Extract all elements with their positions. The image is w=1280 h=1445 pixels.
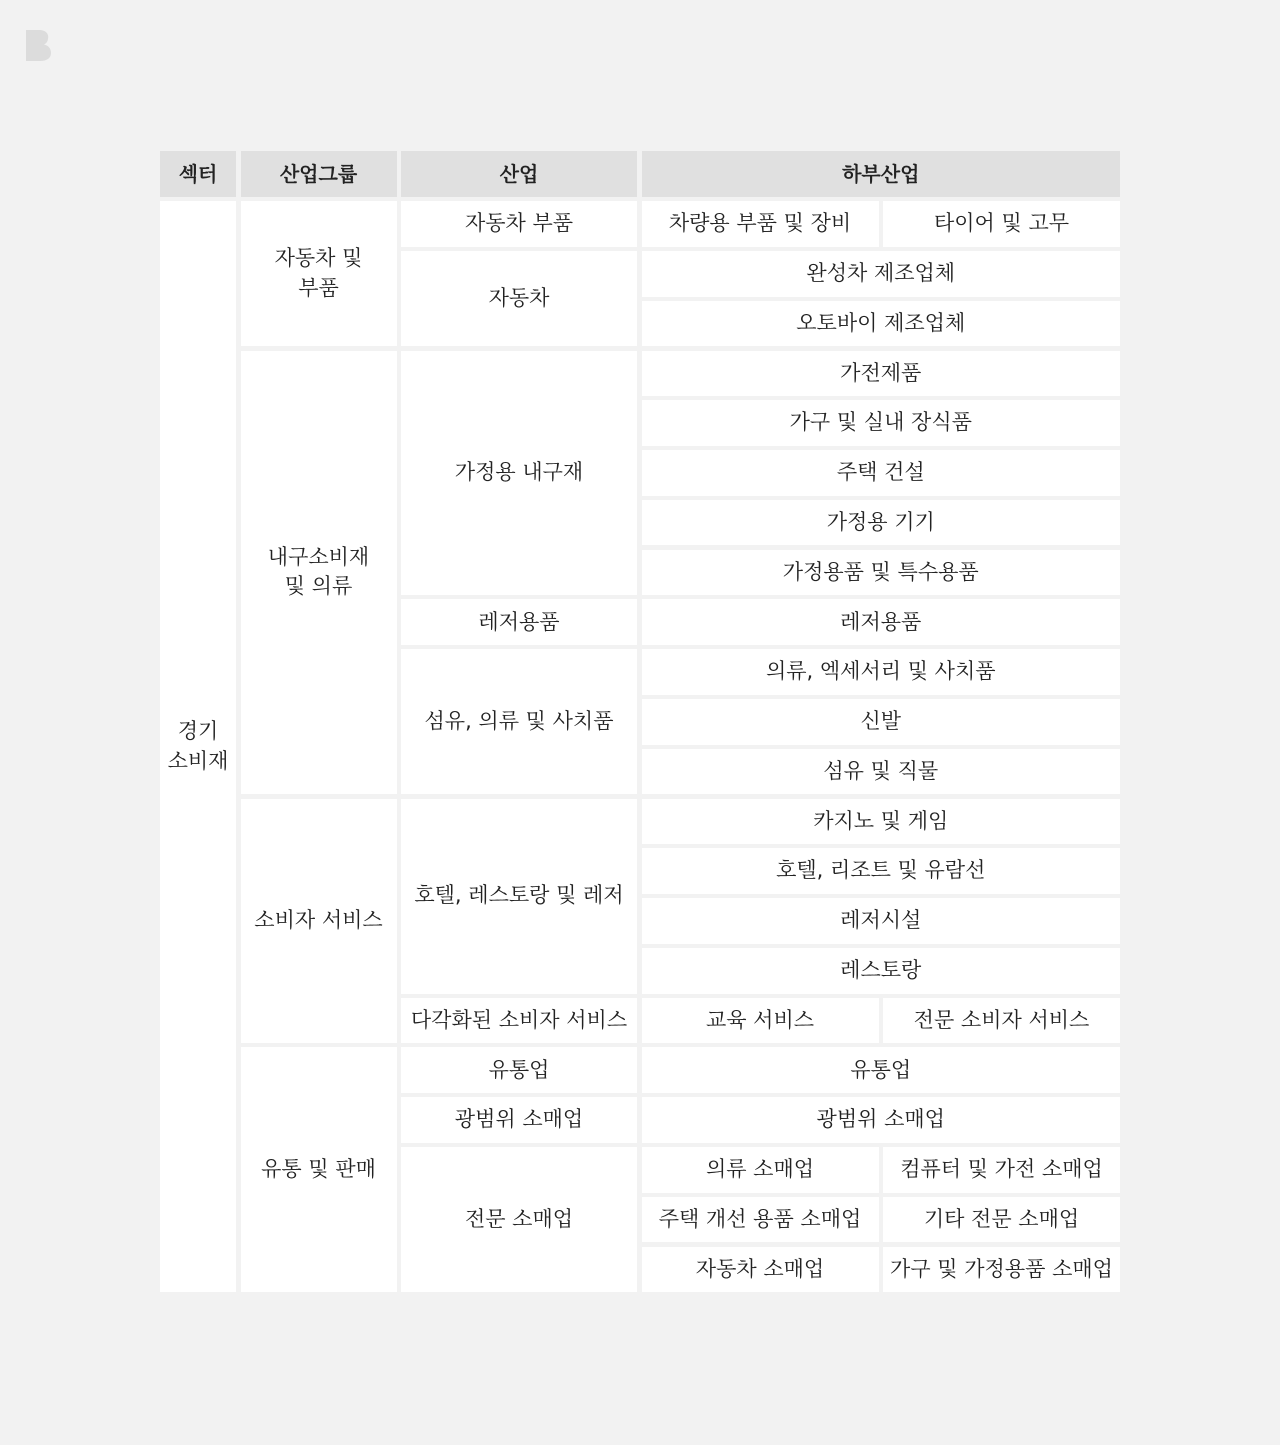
industry-cell: 섬유, 의류 및 사치품	[401, 649, 637, 794]
sub-industry-cell: 주택 건설	[642, 450, 1121, 496]
sub-industry-cell: 호텔, 리조트 및 유람선	[642, 848, 1121, 894]
sub-industry-cell: 유통업	[642, 1047, 1121, 1093]
sub-industry-cell: 전문 소비자 서비스	[883, 998, 1120, 1044]
sub-industry-cell: 신발	[642, 699, 1121, 745]
sub-industry-cell: 완성차 제조업체	[642, 251, 1121, 297]
sub-industry-cell: 섬유 및 직물	[642, 749, 1121, 795]
sub-industry-cell: 레스토랑	[642, 948, 1121, 994]
gics-classification-table	[160, 151, 1120, 1292]
industry-group-cell: 자동차 및 부품	[241, 201, 397, 346]
industry-cell: 자동차	[401, 251, 637, 346]
industry-cell: 가정용 내구재	[401, 351, 637, 596]
sub-industry-cell: 가전제품	[642, 351, 1121, 397]
sub-industry-cell: 주택 개선 용품 소매업	[642, 1197, 879, 1243]
header-sub-industry: 하부산업	[642, 151, 1121, 197]
sub-industry-cell: 의류, 엑세서리 및 사치품	[642, 649, 1121, 695]
sub-industry-cell: 교육 서비스	[642, 998, 879, 1044]
header-sector: 섹터	[160, 151, 236, 197]
header-industry-group: 산업그룹	[241, 151, 397, 197]
industry-cell: 광범위 소매업	[401, 1097, 637, 1143]
industry-cell: 유통업	[401, 1047, 637, 1093]
sector-cell: 경기 소비재	[160, 201, 236, 1292]
industry-cell: 자동차 부품	[401, 201, 637, 247]
sub-industry-cell: 가구 및 실내 장식품	[642, 400, 1121, 446]
industry-cell: 다각화된 소비자 서비스	[401, 998, 637, 1044]
sub-industry-cell: 광범위 소매업	[642, 1097, 1121, 1143]
industry-cell: 호텔, 레스토랑 및 레저	[401, 799, 637, 994]
sub-industry-cell: 레저용품	[642, 599, 1121, 645]
sub-industry-cell: 타이어 및 고무	[883, 201, 1120, 247]
sub-industry-cell: 가정용품 및 특수용품	[642, 550, 1121, 596]
sub-industry-cell: 차량용 부품 및 장비	[642, 201, 879, 247]
sub-industry-cell: 카지노 및 게임	[642, 799, 1121, 845]
sub-industry-cell: 오토바이 제조업체	[642, 301, 1121, 347]
industry-cell: 전문 소매업	[401, 1147, 637, 1292]
sub-industry-cell: 의류 소매업	[642, 1147, 879, 1193]
brand-logo	[24, 27, 54, 63]
header-industry: 산업	[401, 151, 637, 197]
sub-industry-cell: 컴퓨터 및 가전 소매업	[883, 1147, 1120, 1193]
sub-industry-cell: 가구 및 가정용품 소매업	[883, 1247, 1120, 1293]
industry-group-cell: 소비자 서비스	[241, 799, 397, 1044]
sub-industry-cell: 가정용 기기	[642, 500, 1121, 546]
sub-industry-cell: 기타 전문 소매업	[883, 1197, 1120, 1243]
industry-group-cell: 내구소비재 및 의류	[241, 351, 397, 795]
industry-cell: 레저용품	[401, 599, 637, 645]
sub-industry-cell: 자동차 소매업	[642, 1247, 879, 1293]
sub-industry-cell: 레저시설	[642, 898, 1121, 944]
industry-group-cell: 유통 및 판매	[241, 1047, 397, 1292]
